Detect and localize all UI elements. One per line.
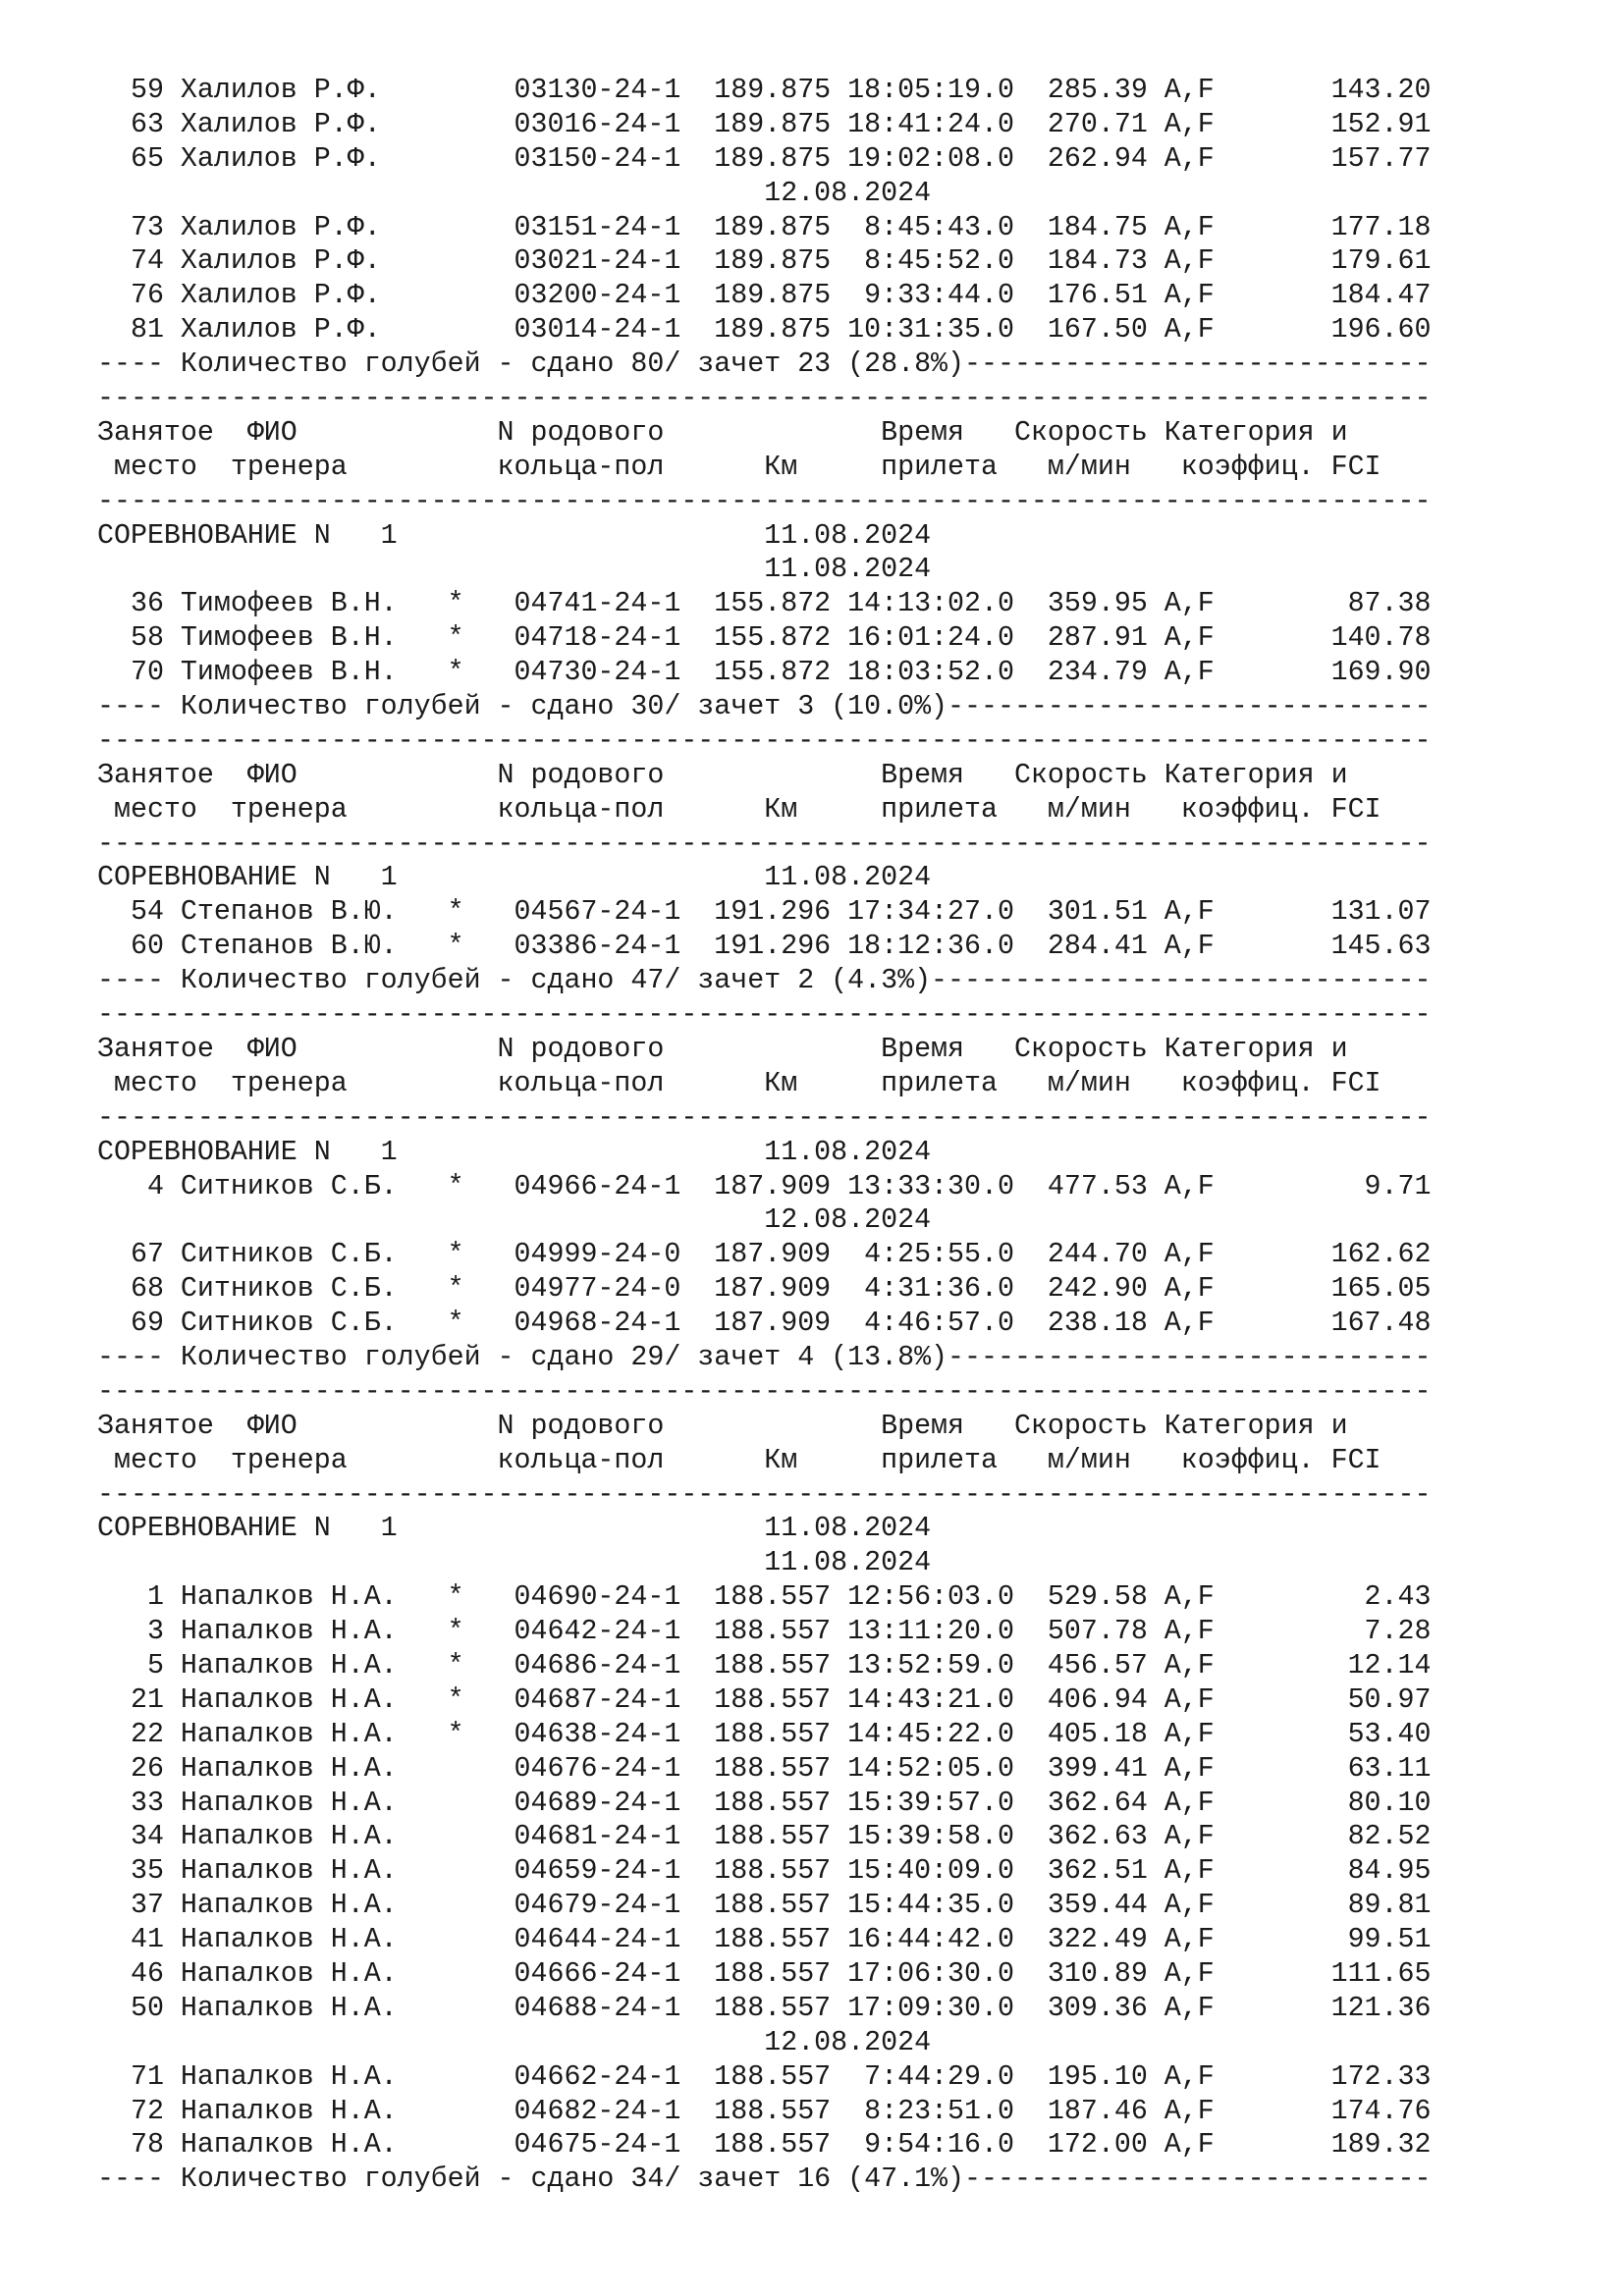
document-line: -------------------------------------------------------------------------------- — [97, 1375, 1432, 1408]
document-line: 58 Тимофеев В.Н. * 04718-24-1 155.872 16:01:24.0 287.91 A,F 140.78 — [97, 622, 1432, 655]
document-line: ---- Количество голубей - сдано 80/ зачет 23 (28.8%)---------------------------- — [97, 348, 1432, 381]
document-line: СОРЕВНОВАНИЕ N 1 11.08.2024 — [97, 1136, 932, 1168]
results-document — [97, 74, 1431, 2197]
document-line: 76 Халилов Р.Ф. 03200-24-1 189.875 9:33:44.0 176.51 A,F 184.47 — [97, 280, 1432, 312]
document-line: -------------------------------------------------------------------------------- — [97, 724, 1432, 757]
document-line: 54 Степанов В.Ю. * 04567-24-1 191.296 17:34:27.0 301.51 A,F 131.07 — [97, 896, 1432, 929]
document-line: 59 Халилов Р.Ф. 03130-24-1 189.875 18:05:19.0 285.39 A,F 143.20 — [97, 75, 1432, 106]
document-line: ---- Количество голубей - сдано 30/ зачет 3 (10.0%)----------------------------- — [97, 691, 1432, 723]
document-line: 1 Напалков Н.А. * 04690-24-1 188.557 12:56:03.0 529.58 A,F 2.43 — [97, 1581, 1432, 1614]
document-line: 67 Ситников С.Б. * 04999-24-0 187.909 4:25:55.0 244.70 A,F 162.62 — [97, 1239, 1432, 1271]
document-line: СОРЕВНОВАНИЕ N 1 11.08.2024 — [97, 519, 932, 552]
document-line: место тренера кольца-пол Км прилета м/мин коэффиц. FCI — [97, 1444, 1381, 1476]
document-line: -------------------------------------------------------------------------------- — [97, 1478, 1432, 1511]
document-line: ---- Количество голубей - сдано 47/ зачет 2 (4.3%)------------------------------ — [97, 965, 1432, 997]
document-line: 70 Тимофеев В.Н. * 04730-24-1 155.872 18:03:52.0 234.79 A,F 169.90 — [97, 657, 1432, 689]
document-line: 34 Напалков Н.А. 04681-24-1 188.557 15:39:58.0 362.63 A,F 82.52 — [97, 1821, 1432, 1853]
document-line: 11.08.2024 — [97, 1547, 932, 1579]
document-line: 21 Напалков Н.А. * 04687-24-1 188.557 14:43:21.0 406.94 A,F 50.97 — [97, 1683, 1432, 1716]
document-line: 11.08.2024 — [97, 554, 932, 586]
document-line: СОРЕВНОВАНИЕ N 1 11.08.2024 — [97, 862, 932, 894]
document-line: 37 Напалков Н.А. 04679-24-1 188.557 15:44:35.0 359.44 A,F 89.81 — [97, 1890, 1432, 1922]
document-line: 72 Напалков Н.А. 04682-24-1 188.557 8:23:51.0 187.46 A,F 174.76 — [97, 2095, 1432, 2127]
document-line: -------------------------------------------------------------------------------- — [97, 383, 1432, 415]
document-line: -------------------------------------------------------------------------------- — [97, 1101, 1432, 1134]
document-line: ---- Количество голубей - сдано 34/ зачет 16 (47.1%)---------------------------- — [97, 2163, 1432, 2196]
document-line: 46 Напалков Н.А. 04666-24-1 188.557 17:06:30.0 310.89 A,F 111.65 — [97, 1957, 1432, 1990]
document-line: 71 Напалков Н.А. 04662-24-1 188.557 7:44:29.0 195.10 A,F 172.33 — [97, 2060, 1432, 2093]
document-line: 26 Напалков Н.А. 04676-24-1 188.557 14:52:05.0 399.41 A,F 63.11 — [97, 1752, 1432, 1785]
document-line: 65 Халилов Р.Ф. 03150-24-1 189.875 19:02:08.0 262.94 A,F 157.77 — [97, 142, 1432, 175]
document-line: 73 Халилов Р.Ф. 03151-24-1 189.875 8:45:43.0 184.75 A,F 177.18 — [97, 211, 1432, 243]
document-line: 36 Тимофеев В.Н. * 04741-24-1 155.872 14:13:02.0 359.95 A,F 87.38 — [97, 588, 1432, 620]
document-line: 60 Степанов В.Ю. * 03386-24-1 191.296 18:12:36.0 284.41 A,F 145.63 — [97, 931, 1432, 963]
document-line: Занятое ФИО N родового Время Скорость Категория и — [97, 759, 1348, 791]
document-line: -------------------------------------------------------------------------------- — [97, 485, 1432, 517]
document-line: 68 Ситников С.Б. * 04977-24-0 187.909 4:31:36.0 242.90 A,F 165.05 — [97, 1273, 1432, 1306]
document-line: 4 Ситников С.Б. * 04966-24-1 187.909 13:33:30.0 477.53 A,F 9.71 — [97, 1170, 1432, 1202]
document-line: -------------------------------------------------------------------------------- — [97, 999, 1432, 1032]
document-line: Занятое ФИО N родового Время Скорость Категория и — [97, 416, 1348, 449]
document-line: 33 Напалков Н.А. 04689-24-1 188.557 15:39:57.0 362.64 A,F 80.10 — [97, 1787, 1432, 1819]
document-line: 12.08.2024 — [97, 2026, 932, 2058]
document-line: 69 Ситников С.Б. * 04968-24-1 187.909 4:46:57.0 238.18 A,F 167.48 — [97, 1308, 1432, 1340]
document-line: 12.08.2024 — [97, 177, 932, 209]
document-line: -------------------------------------------------------------------------------- — [97, 828, 1432, 860]
document-line: Занятое ФИО N родового Время Скорость Категория и — [97, 1033, 1348, 1065]
document-line: 78 Напалков Н.А. 04675-24-1 188.557 9:54:16.0 172.00 A,F 189.32 — [97, 2129, 1432, 2162]
document-line: 63 Халилов Р.Ф. 03016-24-1 189.875 18:41:24.0 270.71 A,F 152.91 — [97, 108, 1432, 140]
document-line: 41 Напалков Н.А. 04644-24-1 188.557 16:44:42.0 322.49 A,F 99.51 — [97, 1924, 1432, 1956]
document-line: 50 Напалков Н.А. 04688-24-1 188.557 17:09:30.0 309.36 A,F 121.36 — [97, 1992, 1432, 2024]
document-line: 3 Напалков Н.А. * 04642-24-1 188.557 13:11:20.0 507.78 A,F 7.28 — [97, 1616, 1432, 1648]
document-line: место тренера кольца-пол Км прилета м/мин коэффиц. FCI — [97, 793, 1381, 826]
document-line: 74 Халилов Р.Ф. 03021-24-1 189.875 8:45:52.0 184.73 A,F 179.61 — [97, 245, 1432, 278]
document-line: ---- Количество голубей - сдано 29/ зачет 4 (13.8%)----------------------------- — [97, 1341, 1432, 1373]
document-line: 35 Напалков Н.А. 04659-24-1 188.557 15:40:09.0 362.51 A,F 84.95 — [97, 1855, 1432, 1888]
document-line: 22 Напалков Н.А. * 04638-24-1 188.557 14:45:22.0 405.18 A,F 53.40 — [97, 1718, 1432, 1750]
document-line: 81 Халилов Р.Ф. 03014-24-1 189.875 10:31:35.0 167.50 A,F 196.60 — [97, 314, 1432, 347]
document-line: СОРЕВНОВАНИЕ N 1 11.08.2024 — [97, 1513, 932, 1545]
document-line: 5 Напалков Н.А. * 04686-24-1 188.557 13:52:59.0 456.57 A,F 12.14 — [97, 1649, 1432, 1682]
document-line: Занятое ФИО N родового Время Скорость Категория и — [97, 1410, 1348, 1442]
document-line: место тренера кольца-пол Км прилета м/мин коэффиц. FCI — [97, 451, 1381, 483]
document-line: место тренера кольца-пол Км прилета м/мин коэффиц. FCI — [97, 1067, 1381, 1099]
document-line: 12.08.2024 — [97, 1204, 932, 1237]
